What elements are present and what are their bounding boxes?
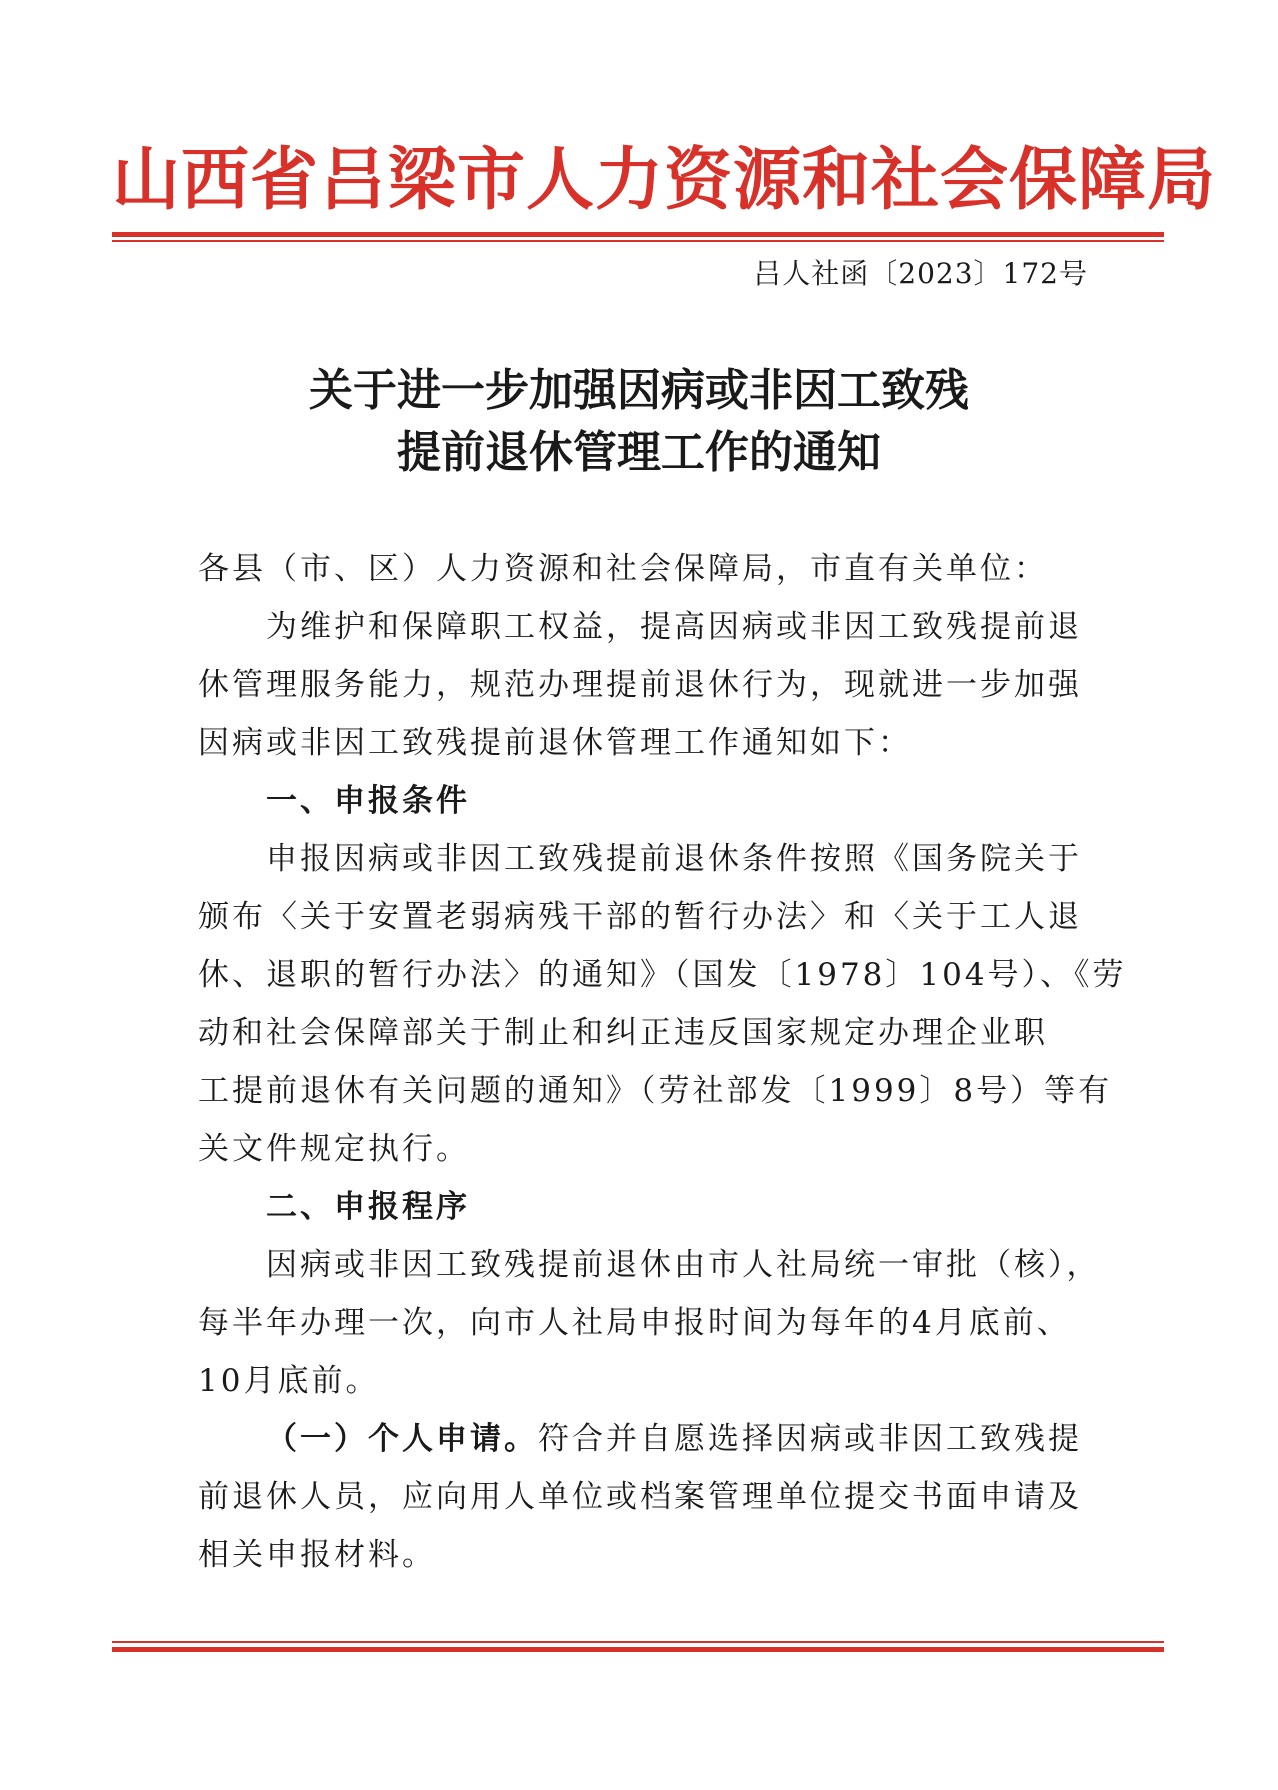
- issuing-organization: 山西省吕梁市人力资源和社会保障局: [112, 140, 1217, 220]
- title-line-2: 提前退休管理工作的通知: [397, 427, 881, 478]
- footer-rule-thick: [112, 1647, 1164, 1652]
- section1-line: 工提前退休有关问题的通知》（劳社部发〔1999〕8号）等有: [198, 1073, 1113, 1109]
- section-heading-procedure: 二、申报程序: [266, 1189, 470, 1225]
- intro-line: 休管理服务能力，规范办理提前退休行为，现就进一步加强: [198, 667, 1082, 703]
- document-number: 吕人社函〔2023〕172号: [753, 257, 1088, 290]
- section1-line: 动和社会保障部关于制止和纠正违反国家规定办理企业职: [198, 1015, 1048, 1051]
- section1-line: 颁布〈关于安置老弱病残干部的暂行办法〉和〈关于工人退: [198, 899, 1082, 935]
- intro-line: 为维护和保障职工权益，提高因病或非因工致残提前退: [266, 609, 1082, 645]
- header-rule-thick: [112, 232, 1164, 237]
- section1-line: 申报因病或非因工致残提前退休条件按照《国务院关于: [266, 841, 1082, 877]
- section2-line: 10月底前。: [198, 1363, 380, 1399]
- subsection-personal-application: [198, 1410, 1088, 1468]
- section2-line: 每半年办理一次，向市人社局申报时间为每年的4月底前、: [198, 1305, 1071, 1341]
- subsection-line: 相关申报材料。: [198, 1537, 436, 1573]
- section1-line: 休、退职的暂行办法〉的通知》（国发〔1978〕104号）、《劳: [198, 957, 1127, 993]
- document-body: [198, 540, 1127, 1584]
- document-title: [0, 360, 1278, 484]
- footer-rule-thin: [112, 1641, 1164, 1643]
- addressee: 各县（市、区）人力资源和社会保障局，市直有关单位：: [198, 551, 1048, 587]
- subsection-label: （一）个人申请。: [266, 1421, 538, 1457]
- subsection-text: 符合并自愿选择因病或非因工致残提: [538, 1421, 1082, 1457]
- subsection-line: 前退休人员，应向用人单位或档案管理单位提交书面申请及: [198, 1479, 1082, 1515]
- section1-line: 关文件规定执行。: [198, 1131, 470, 1167]
- intro-line: 因病或非因工致残提前退休管理工作通知如下：: [198, 725, 912, 761]
- section-heading-conditions: 一、申报条件: [266, 783, 470, 819]
- section2-line: 因病或非因工致残提前退休由市人社局统一审批（核），: [266, 1247, 1101, 1283]
- header-rule-thin: [112, 240, 1164, 242]
- title-line-1: 关于进一步加强因病或非因工致残: [309, 365, 969, 416]
